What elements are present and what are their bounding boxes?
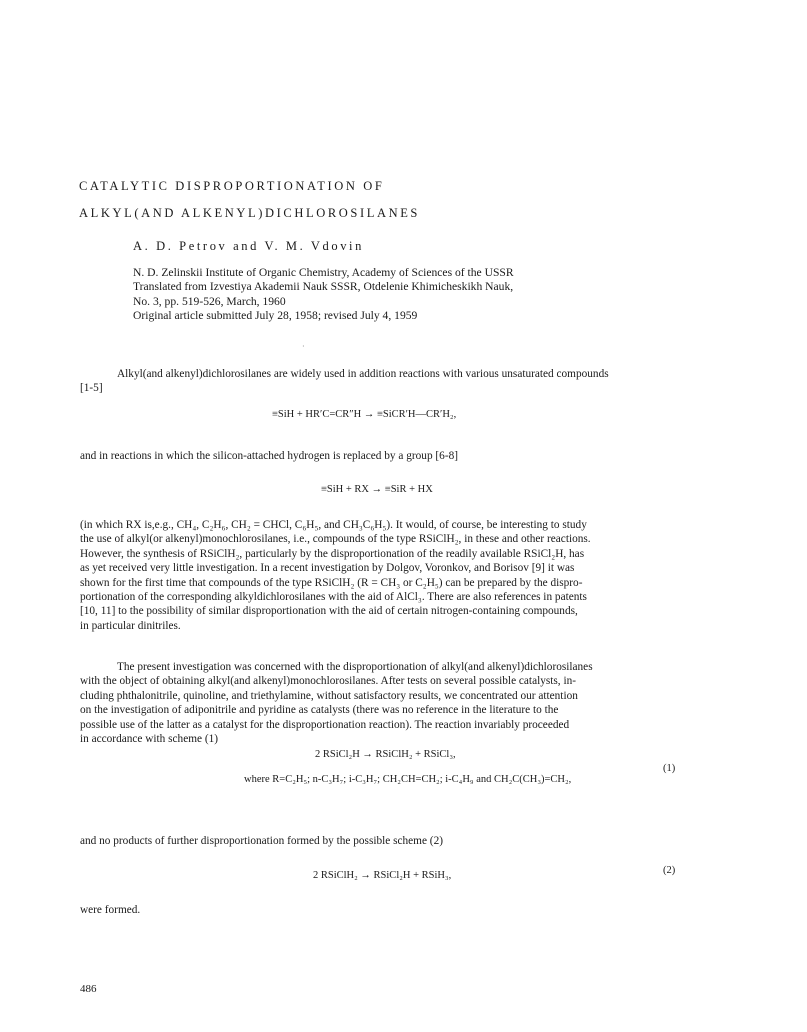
translation-source: Translated from Izvestiya Akademii Nauk SSSR, Otdelenie Khimicheskikh Nauk, (133, 280, 514, 294)
page-number: 486 (80, 983, 97, 995)
paragraph-line: were formed. (80, 904, 141, 916)
paragraph-2 (80, 449, 458, 463)
equation-2-number: (2) (663, 865, 676, 876)
paragraph-line: possible use of the latter as a catalyst for the disproportionation reaction). The reaction invariably proceeded (80, 718, 570, 731)
paragraph-line: (in which RX is,e.g., CH₄, C₂H₆, CH₂ = CHCl, C₆H₅, and CH₃C₆H₅). It would, of course, be interesting to study (80, 519, 587, 531)
affiliation-institute: N. D. Zelinskii Institute of Organic Chemistry, Academy of Sciences of the USSR (133, 266, 514, 279)
equation-1: 2 RSiCl₂H → RSiClH₂ + RSiCl₃, (315, 749, 456, 760)
submission-dates: Original article submitted July 28, 1958; revised July 4, 1959 (133, 309, 418, 323)
paragraph-line: shown for the first time that compounds of the type RSiClH₂ (R = CH₃ or C₂H₅) can be prepared by the dispro- (80, 576, 583, 589)
paragraph-4 (80, 660, 593, 746)
paragraph-line: [10, 11] to the possibility of similar disproportionation with the aid of certain nitrogen-containing compounds, (80, 605, 578, 618)
paragraph-6 (80, 903, 140, 917)
paragraph-line: on the investigation of adiponitrile and pyridine as catalysts (there was no reference in the literature to the (80, 704, 559, 717)
paragraph-line: with the object of obtaining alkyl(and alkenyl)monochlorosilanes. After tests on several possible catalysts, in- (80, 675, 577, 688)
paragraph-5 (80, 834, 443, 848)
paragraph-line: cluding phthalonitrile, quinoline, and triethylamine, without satisfactory results, we concentrated our attention (80, 689, 578, 702)
paragraph-line: However, the synthesis of RSiClH₂, particularly by the disproportionation of the readily available RSiCl₂H, has (80, 547, 585, 560)
paragraph-line: in accordance with scheme (1) (80, 733, 219, 746)
equation-addition: ≡SiH + HR′C=CR″H → ≡SiCR′H—CR′H₂, (272, 409, 457, 420)
paragraph-line: the use of alkyl(or alkenyl)monochlorosilanes, i.e., compounds of the type RSiClH₂, in these and other reactions. (80, 533, 591, 546)
equation-2: 2 RSiClH₂ → RSiCl₂H + RSiH₃, (313, 870, 452, 881)
paragraph-line: portionation of the corresponding alkyldichlorosilanes with the aid of AlCl₃. There are also references in patents (80, 591, 587, 604)
paragraph-line: The present investigation was concerned with the disproportionation of alkyl(and alkenyl)dichlorosilanes (117, 661, 593, 673)
source-citation: No. 3, pp. 519-526, March, 1960 (133, 294, 286, 308)
paragraph-line: and no products of further disproportionation formed by the possible scheme (2) (80, 835, 443, 847)
paragraph-line: [1-5] (80, 382, 103, 395)
equation-1-number: (1) (663, 763, 676, 774)
article-title-line-2: ALKYL(AND ALKENYL)DICHLOROSILANES (79, 206, 420, 220)
paragraph-line: Alkyl(and alkenyl)dichlorosilanes are widely used in addition reactions with various unsaturated compounds (117, 368, 609, 380)
article-title-line-1: CATALYTIC DISPROPORTIONATION OF (79, 179, 385, 193)
paragraph-line: in particular dinitriles. (80, 619, 181, 632)
paragraph-3 (80, 518, 591, 633)
scan-speck: · (302, 342, 305, 351)
equation-1-where: where R=C₂H₅; n-C₃H₇; i-C₃H₇; CH₂CH=CH₂; i-C₄H₉ and CH₂C(CH₃)=CH₂, (244, 774, 572, 785)
equation-substitution: ≡SiH + RX → ≡SiR + HX (321, 484, 433, 495)
paragraph-1 (80, 367, 609, 396)
affiliation-block (133, 266, 514, 324)
paragraph-line: as yet received very little investigation. In a recent investigation by Dolgov, Voronkov, and Borisov [9] it was (80, 562, 575, 575)
paragraph-line: and in reactions in which the silicon-attached hydrogen is replaced by a group [6-8] (80, 450, 459, 462)
authors: A. D. Petrov and V. M. Vdovin (133, 239, 364, 253)
